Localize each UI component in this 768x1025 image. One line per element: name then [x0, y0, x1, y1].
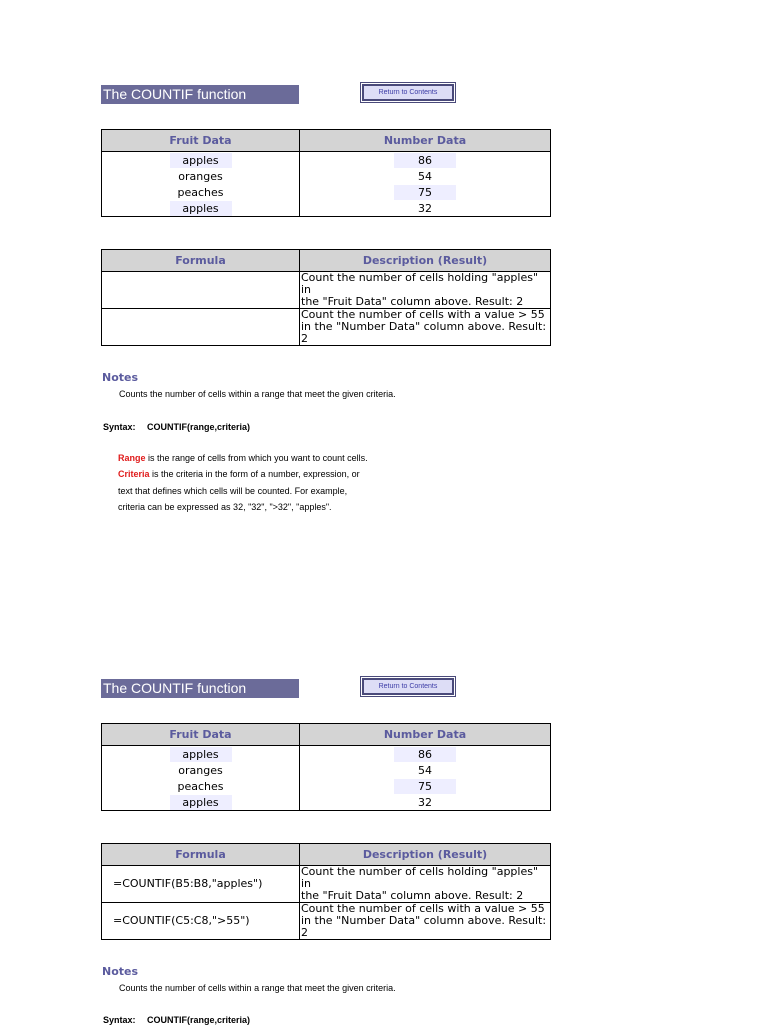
number-data-header: Number Data	[300, 130, 551, 152]
criteria-description-line3: criteria can be expressed as 32, "32", ">32", "apples".	[118, 502, 332, 512]
syntax-line: Syntax: COUNTIF(range,criteria)	[103, 1015, 251, 1025]
formula-table	[101, 249, 551, 346]
number-data-header: Number Data	[300, 724, 551, 746]
formula-table	[101, 843, 551, 940]
range-description: Range is the range of cells from which you want to count cells.	[118, 453, 368, 463]
formula-cell[interactable]: =COUNTIF(B5:B8,"apples")	[102, 866, 300, 903]
notes-heading: Notes	[102, 965, 139, 978]
description-header: Description (Result)	[300, 844, 551, 866]
fruit-data-header: Fruit Data	[102, 724, 300, 746]
fruit-cell: oranges	[102, 168, 300, 184]
table-row	[102, 200, 551, 217]
formula-cell[interactable]: =COUNTIF(C5:C8,">55")	[102, 903, 300, 940]
formula-cell[interactable]	[102, 272, 300, 309]
fruit-cell: peaches	[102, 184, 300, 200]
fruit-cell: apples	[102, 746, 300, 763]
fruit-number-data-table	[101, 129, 551, 217]
description-cell: Count the number of cells with a value > 55 in the "Number Data" column above. Result: 2	[300, 903, 551, 940]
description-cell: Count the number of cells holding "apples" in the "Fruit Data" column above. Result: 2	[300, 272, 551, 309]
number-cell: 32	[300, 794, 551, 811]
countif-section-2	[0, 594, 768, 1024]
syntax-line: Syntax: COUNTIF(range,criteria)	[103, 422, 251, 432]
fruit-cell: apples	[102, 200, 300, 217]
description-cell: Count the number of cells holding "apples" in the "Fruit Data" column above. Result: 2	[300, 866, 551, 903]
formula-header: Formula	[102, 844, 300, 866]
fruit-data-header: Fruit Data	[102, 130, 300, 152]
return-to-contents-button[interactable]: Return to Contents	[362, 678, 454, 695]
number-cell: 32	[300, 200, 551, 217]
formula-header: Formula	[102, 250, 300, 272]
criteria-description-line2: text that defines which cells will be counted. For example,	[118, 486, 348, 496]
table-row	[102, 152, 551, 169]
number-cell: 54	[300, 168, 551, 184]
number-cell: 86	[300, 746, 551, 763]
return-to-contents-button[interactable]: Return to Contents	[362, 84, 454, 101]
fruit-cell: apples	[102, 794, 300, 811]
description-header: Description (Result)	[300, 250, 551, 272]
number-cell: 86	[300, 152, 551, 169]
fruit-cell: oranges	[102, 762, 300, 778]
number-cell: 75	[300, 778, 551, 794]
table-row	[102, 309, 551, 346]
table-row	[102, 168, 551, 184]
section-title: The COUNTIF function	[101, 679, 299, 698]
table-row	[102, 762, 551, 778]
fruit-number-data-table	[101, 723, 551, 811]
table-row	[102, 272, 551, 309]
fruit-cell: peaches	[102, 778, 300, 794]
notes-summary: Counts the number of cells within a range that meet the given criteria.	[119, 983, 396, 993]
section-title: The COUNTIF function	[101, 85, 299, 104]
table-row	[102, 778, 551, 794]
notes-summary: Counts the number of cells within a range that meet the given criteria.	[119, 389, 396, 399]
notes-heading: Notes	[102, 371, 139, 384]
number-cell: 75	[300, 184, 551, 200]
fruit-cell: apples	[102, 152, 300, 169]
table-row	[102, 746, 551, 763]
table-row	[102, 866, 551, 903]
description-cell: Count the number of cells with a value > 55 in the "Number Data" column above. Result: 2	[300, 309, 551, 346]
table-row	[102, 184, 551, 200]
table-row	[102, 794, 551, 811]
formula-cell[interactable]	[102, 309, 300, 346]
criteria-description: Criteria is the criteria in the form of a number, expression, or	[118, 469, 360, 479]
table-row	[102, 903, 551, 940]
number-cell: 54	[300, 762, 551, 778]
